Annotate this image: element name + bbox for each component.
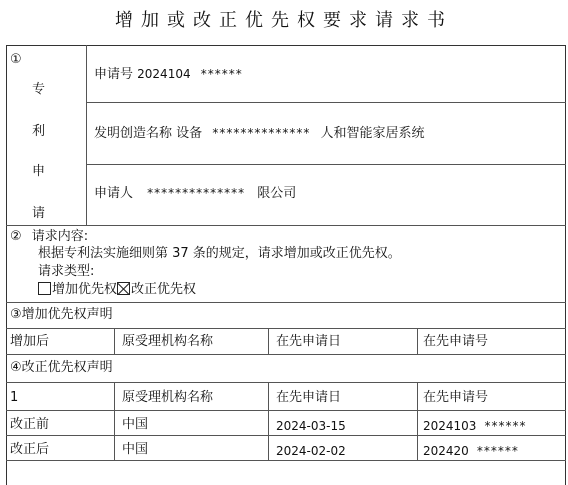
row-divider (6, 328, 566, 329)
applicant-label: 申请人 (94, 186, 134, 201)
before-office: 中国 (122, 417, 149, 432)
invention-title-row (94, 125, 424, 142)
form-title: 增加或改正优先权要求请求书 (115, 10, 453, 31)
request-content-text: 根据专利法实施细则第 37 条的规定，请求增加或改正优先权。 (38, 246, 401, 261)
column-divider (114, 328, 115, 354)
side-char: 专 (32, 82, 46, 97)
invention-title-label: 发明创造名称 (94, 126, 173, 141)
request-type-options (38, 282, 196, 298)
redacted-mask: ************** (212, 126, 311, 140)
after-office: 中国 (122, 442, 149, 457)
after-date: 2024-02-02 (276, 444, 346, 458)
add-priority-label: 增加优先权 (52, 282, 118, 297)
redacted-mask: ****** (476, 444, 519, 458)
col-date-header: 在先申请日 (276, 390, 342, 405)
redacted-mask: ************** (147, 186, 246, 200)
side-char: 利 (32, 124, 46, 139)
col-number-header: 在先申请号 (423, 334, 489, 349)
section2-marker: ② (10, 229, 22, 244)
add-after-label: 增加后 (10, 334, 50, 349)
correct-priority-label: 改正优先权 (131, 282, 197, 297)
col-number-header: 在先申请号 (423, 390, 489, 405)
application-number-row (94, 66, 243, 83)
before-number (423, 418, 526, 434)
invention-title-suffix: 人和智能家居系统 (320, 126, 425, 141)
redacted-mask: ****** (200, 67, 243, 81)
after-number-value: 202420 (423, 444, 469, 458)
application-number-value: 2024104 (137, 67, 191, 81)
before-label: 改正前 (10, 417, 50, 432)
row-divider (6, 460, 566, 461)
invention-title-prefix: 设备 (176, 126, 203, 141)
header-index: 1 (10, 390, 19, 405)
row-divider (6, 410, 566, 411)
before-date: 2024-03-15 (276, 419, 346, 433)
section-divider (6, 354, 566, 355)
col-office-header: 原受理机构名称 (122, 334, 214, 349)
section4-heading: ④改正优先权声明 (10, 360, 113, 375)
redacted-mask: ****** (484, 419, 527, 433)
before-number-value: 2024103 (423, 419, 477, 433)
section3-heading: ③增加优先权声明 (10, 307, 113, 322)
applicant-suffix: 限公司 (257, 186, 297, 201)
after-label: 改正后 (10, 442, 50, 457)
row-divider (6, 435, 566, 436)
add-priority-checkbox[interactable] (38, 282, 51, 295)
column-divider (268, 328, 269, 354)
request-type-label: 请求类型: (38, 264, 95, 279)
row-divider (86, 164, 566, 165)
col-office-header: 原受理机构名称 (122, 390, 214, 405)
request-content-heading (10, 229, 88, 245)
column-divider (417, 328, 418, 354)
side-char: 请 (32, 206, 46, 221)
col-date-header: 在先申请日 (276, 334, 342, 349)
row-divider (6, 382, 566, 383)
section1-marker: ① (10, 52, 22, 67)
section1-divider (86, 45, 87, 225)
column-divider (417, 382, 418, 460)
column-divider (268, 382, 269, 460)
applicant-row (94, 185, 296, 202)
row-divider (86, 102, 566, 103)
column-divider (114, 382, 115, 460)
section-divider (6, 302, 566, 303)
section-divider (6, 225, 566, 226)
request-content-label: 请求内容: (31, 229, 89, 244)
after-number (423, 443, 519, 459)
application-number-label: 申请号 (94, 67, 134, 82)
side-char: 申 (32, 164, 46, 179)
correct-priority-checkbox[interactable] (117, 282, 130, 295)
